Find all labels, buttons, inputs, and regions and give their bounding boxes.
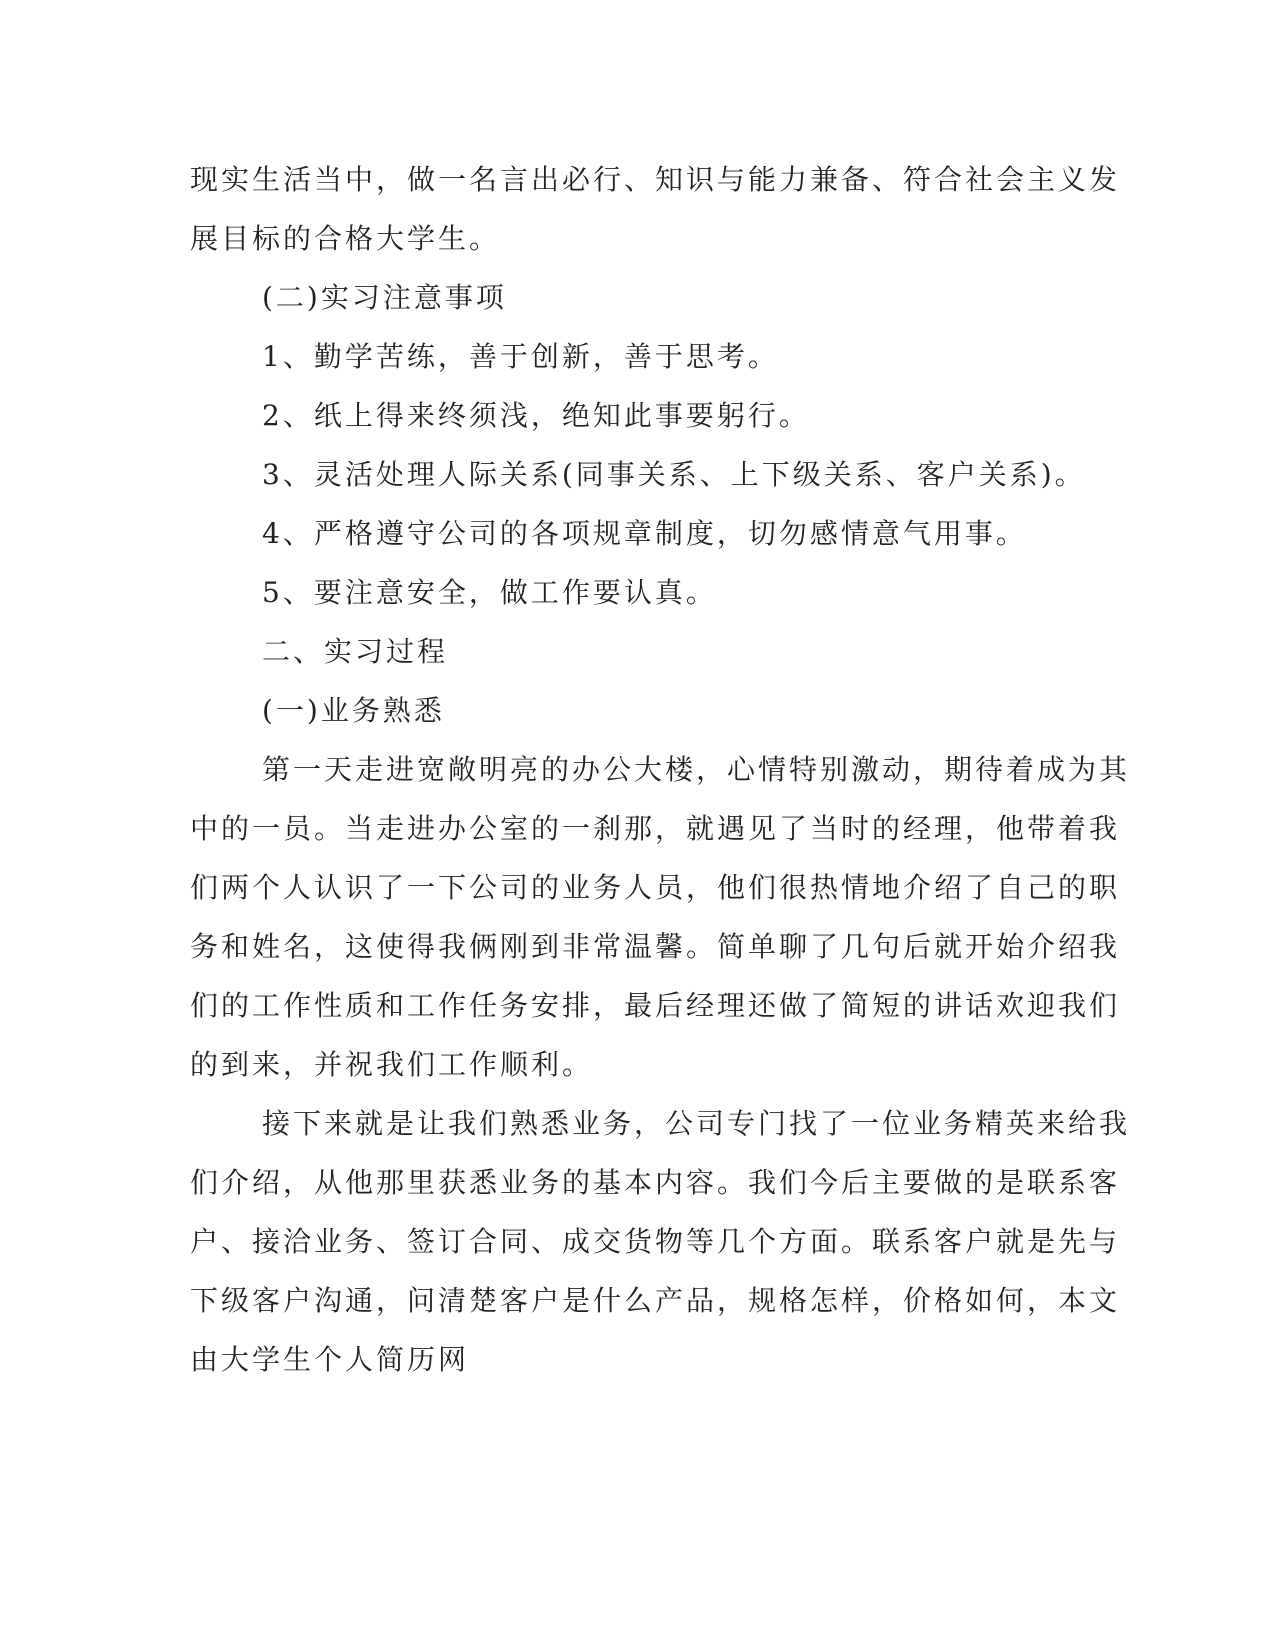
list-item: 5、要注意安全，做工作要认真。: [262, 576, 717, 609]
paragraph-line: 务和姓名，这使得我俩刚到非常温馨。简单聊了几句后就开始介绍我: [190, 930, 1121, 963]
section-heading: (二)实习注意事项: [262, 281, 507, 314]
paragraph-line: 们的工作性质和工作任务安排，最后经理还做了简短的讲话欢迎我们: [190, 989, 1121, 1022]
list-item: 3、灵活处理人际关系(同事关系、上下级关系、客户关系)。: [262, 458, 1086, 491]
list-item: 1、勤学苦练，善于创新，善于思考。: [262, 340, 779, 373]
paragraph-line: 们介绍，从他那里获悉业务的基本内容。我们今后主要做的是联系客: [190, 1166, 1121, 1199]
text-line: 展目标的合格大学生。: [190, 222, 501, 255]
paragraph-line: 由大学生个人简历网: [190, 1343, 470, 1376]
subsection-heading: (一)业务熟悉: [262, 694, 445, 727]
paragraph-line: 的到来，并祝我们工作顺利。: [190, 1048, 594, 1081]
paragraph-line: 接下来就是让我们熟悉业务，公司专门找了一位业务精英来给我: [262, 1107, 1131, 1140]
list-item: 4、严格遵守公司的各项规章制度，切勿感情意气用事。: [262, 517, 1027, 550]
paragraph-line: 下级客户沟通，问清楚客户是什么产品，规格怎样，价格如何，本文: [190, 1284, 1121, 1317]
text-line: 现实生活当中，做一名言出必行、知识与能力兼备、符合社会主义发: [190, 163, 1121, 196]
section-heading: 二、实习过程: [262, 635, 449, 668]
list-item: 2、纸上得来终须浅，绝知此事要躬行。: [262, 399, 810, 432]
paragraph-line: 们两个人认识了一下公司的业务人员，他们很热情地介绍了自己的职: [190, 871, 1121, 904]
paragraph-line: 第一天走进宽敞明亮的办公大楼，心情特别激动，期待着成为其: [262, 753, 1131, 786]
paragraph-line: 户、接洽业务、签订合同、成交货物等几个方面。联系客户就是先与: [190, 1225, 1121, 1258]
paragraph-line: 中的一员。当走进办公室的一刹那，就遇见了当时的经理，他带着我: [190, 812, 1121, 845]
